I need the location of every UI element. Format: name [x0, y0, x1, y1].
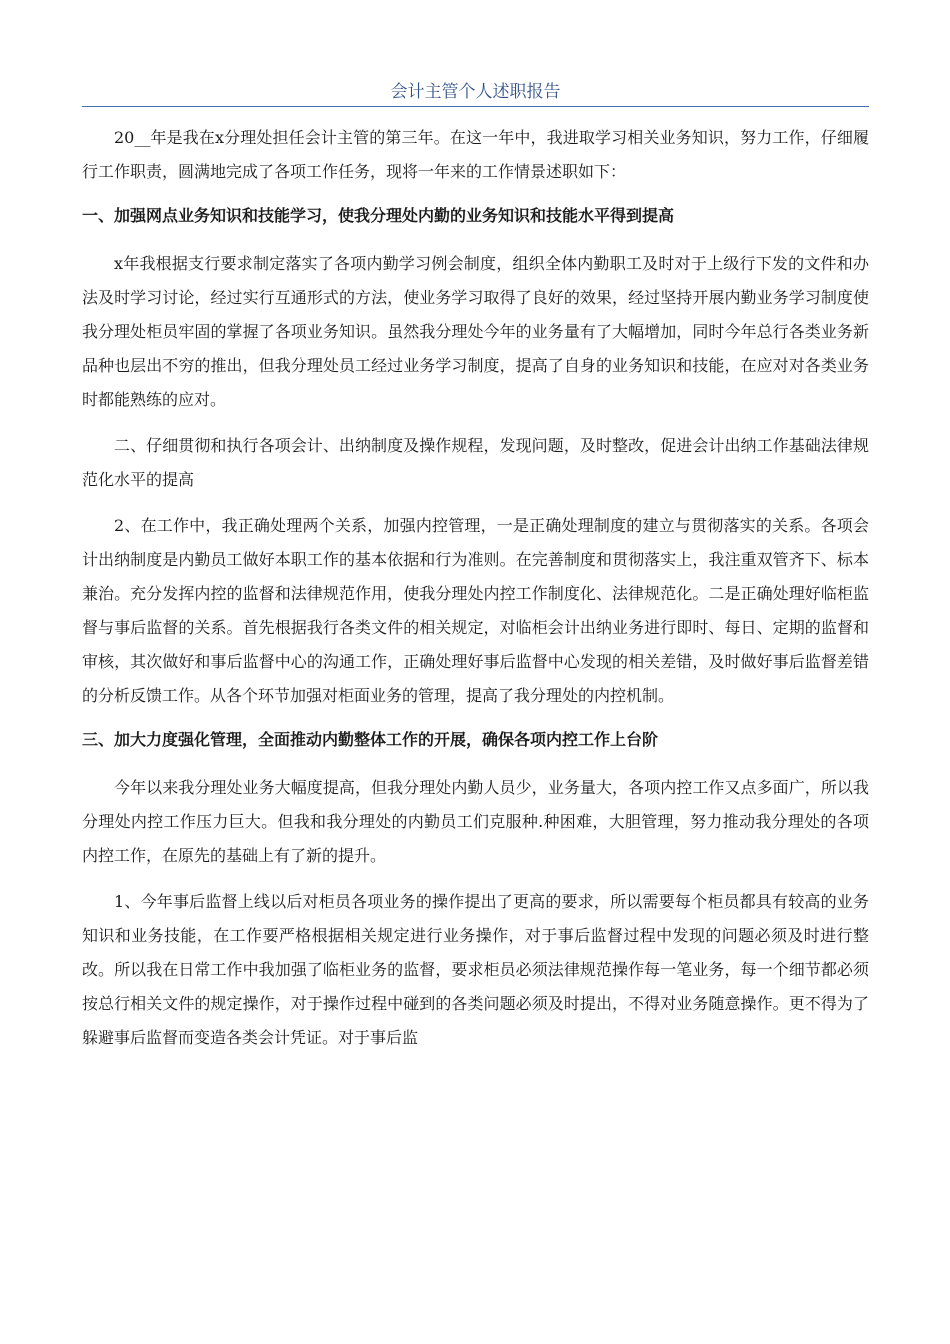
section-heading-1: 一、加强网点业务知识和技能学习，使我分理处内勤的业务知识和技能水平得到提高: [82, 206, 675, 225]
section-2-paragraph: 2、在工作中，我正确处理两个关系，加强内控管理，一是正确处理制度的建立与贯彻落实的关系。各项会计出纳制度是内勤员工做好本职工作的基本依据和行为准则。在完善制度和贯彻落实上，我注重双管齐下、标本兼治。充分发挥内控的监督和法律规范作用，使我分理处内控工作制度化、法律规范化。二是正确处理好临柜监督与事后监督的关系。首先根据我行各类文件的相关规定，对临柜会计出纳业务进行即时、每日、定期的监督和审核，其次做好和事后监督中心的沟通工作，正确处理好事后监督中心发现的相关差错，及时做好事后监督差错的分析反馈工作。从各个环节加强对柜面业务的管理，提高了我分理处的内控机制。: [82, 516, 869, 705]
section-heading-3: 三、加大力度强化管理，全面推动内勤整体工作的开展，确保各项内控工作上台阶: [82, 730, 659, 749]
document-page: [82, 78, 869, 1067]
section-1-paragraph: x年我根据支行要求制定落实了各项内勤学习例会制度，组织全体内勤职工及时对于上级行下发的文件和办法及时学习讨论，经过实行互通形式的方法，使业务学习取得了良好的效果，经过坚持开展内勤业务学习制度使我分理处柜员牢固的掌握了各项业务知识。虽然我分理处今年的业务量有了大幅增加，同时今年总行各类业务新品种也层出不穷的推出，但我分理处员工经过业务学习制度，提高了自身的业务知识和技能，在应对对各类业务时都能熟练的应对。: [82, 254, 869, 409]
document-title: 会计主管个人述职报告: [82, 78, 869, 107]
section-3-item-1-paragraph: 1、今年事后监督上线以后对柜员各项业务的操作提出了更高的要求，所以需要每个柜员都具有较高的业务知识和业务技能，在工作要严格根据相关规定进行业务操作，对于事后监督过程中发现的问题必须及时进行整改。所以我在日常工作中我加强了临柜业务的监督，要求柜员必须法律规范操作每一笔业务，每一个细节都必须按总行相关文件的规定操作，对于操作过程中碰到的各类问题必须及时提出，不得对业务随意操作。更不得为了躲避事后监督而变造各类会计凭证。对于事后监: [82, 892, 869, 1047]
intro-paragraph: 20__年是我在x分理处担任会计主管的第三年。在这一年中，我进取学习相关业务知识，努力工作，仔细履行工作职责，圆满地完成了各项工作任务，现将一年来的工作情景述职如下：: [82, 128, 869, 181]
section-heading-2: 二、仔细贯彻和执行各项会计、出纳制度及操作规程，发现问题，及时整改，促进会计出纳工作基础法律规范化水平的提高: [82, 436, 869, 489]
section-3-paragraph: 今年以来我分理处业务大幅度提高，但我分理处内勤人员少，业务量大，各项内控工作又点多面广，所以我分理处内控工作压力巨大。但我和我分理处的内勤员工们克服种.种困难，大胆管理，努力推动我分理处的各项内控工作，在原先的基础上有了新的提升。: [82, 778, 869, 865]
